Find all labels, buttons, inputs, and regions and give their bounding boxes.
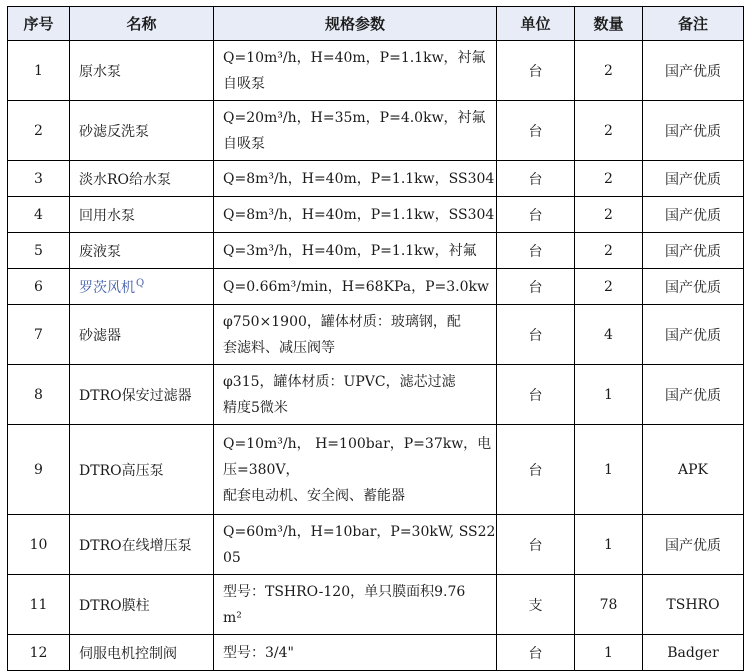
spec-cell <box>214 305 497 365</box>
spec-line: Q=3m³/h，H=40m，P=1.1kw，衬氟 <box>223 242 477 259</box>
item-name-text[interactable]: 罗茨风机 <box>79 279 135 296</box>
equipment-table <box>7 6 744 671</box>
quantity-cell: 78 <box>575 575 643 635</box>
row-number: 10 <box>8 515 70 575</box>
unit-cell: 台 <box>497 425 575 515</box>
spec-cell <box>214 41 497 101</box>
spec-line: 自吸泵 <box>223 75 265 92</box>
spec-line: 压=380V， <box>223 461 300 478</box>
spec-line: m² <box>223 609 242 626</box>
spec-line: Q=10m³/h，H=40m，P=1.1kw，衬氟 <box>223 49 486 66</box>
quantity-cell: 4 <box>575 305 643 365</box>
spec-line: Q=0.66m³/min，H=68KPa，P=3.0kw <box>223 278 489 295</box>
spec-line: Q=10m³/h， H=100bar，P=37kw，电 <box>223 435 492 452</box>
item-name <box>70 233 214 269</box>
item-name <box>70 41 214 101</box>
unit-cell: 支 <box>497 575 575 635</box>
item-name-text: 淡水RO给水泵 <box>79 171 172 188</box>
spec-line: 自吸泵 <box>223 135 265 152</box>
item-name-text: DTRO膜柱 <box>79 597 150 614</box>
table-header-row <box>8 7 744 41</box>
spec-line: Q=8m³/h，H=40m，P=1.1kw，SS304 <box>223 170 495 187</box>
item-name <box>70 635 214 671</box>
quantity-cell: 1 <box>575 425 643 515</box>
note-cell: 国产优质 <box>643 41 744 101</box>
item-name-text: DTRO在线增压泵 <box>79 537 192 554</box>
row-number: 5 <box>8 233 70 269</box>
spec-cell <box>214 365 497 425</box>
spec-line: 精度5微米 <box>223 399 288 416</box>
spec-cell <box>214 269 497 305</box>
spec-line: φ750×1900，罐体材质：玻璃钢，配 <box>223 313 461 330</box>
row-number: 7 <box>8 305 70 365</box>
note-cell: 国产优质 <box>643 305 744 365</box>
item-name <box>70 197 214 233</box>
spec-cell <box>214 635 497 671</box>
table-row <box>8 305 744 365</box>
item-name <box>70 101 214 161</box>
item-name-text: 废液泵 <box>79 243 121 260</box>
spec-cell <box>214 515 497 575</box>
item-name-text: 原水泵 <box>79 63 121 80</box>
unit-cell: 台 <box>497 305 575 365</box>
unit-cell: 台 <box>497 635 575 671</box>
spec-line: 配套电动机、安全阀、蓄能器 <box>223 487 405 504</box>
search-icon[interactable]: Q <box>136 277 145 289</box>
item-name <box>70 305 214 365</box>
spec-line: Q=8m³/h，H=40m，P=1.1kw，SS304 <box>223 206 495 223</box>
unit-cell: 台 <box>497 41 575 101</box>
spec-line: φ315，罐体材质：UPVC，滤芯过滤 <box>223 373 456 390</box>
quantity-cell: 2 <box>575 101 643 161</box>
row-number: 6 <box>8 269 70 305</box>
unit-cell: 台 <box>497 197 575 233</box>
row-number: 12 <box>8 635 70 671</box>
item-name-text: 砂滤反洗泵 <box>79 123 149 140</box>
note-cell: 国产优质 <box>643 515 744 575</box>
spec-line: 型号：3/4" <box>223 644 294 661</box>
header-cell: 名称 <box>70 7 214 41</box>
quantity-cell: 1 <box>575 635 643 671</box>
table-row <box>8 233 744 269</box>
row-number: 3 <box>8 161 70 197</box>
table-row <box>8 269 744 305</box>
spec-cell <box>214 575 497 635</box>
spec-cell <box>214 161 497 197</box>
item-name-text: DTRO高压泵 <box>79 462 164 479</box>
table-row <box>8 515 744 575</box>
item-name-text: DTRO保安过滤器 <box>79 387 192 404</box>
row-number: 11 <box>8 575 70 635</box>
table-row <box>8 425 744 515</box>
note-cell: TSHRO <box>643 575 744 635</box>
table-row <box>8 635 744 671</box>
spec-cell <box>214 233 497 269</box>
table-row <box>8 161 744 197</box>
quantity-cell: 1 <box>575 365 643 425</box>
table-row <box>8 365 744 425</box>
quantity-cell: 2 <box>575 197 643 233</box>
table-row <box>8 575 744 635</box>
spec-line: 型号：TSHRO-120，单只膜面积9.76 <box>223 583 466 600</box>
item-name-text: 砂滤器 <box>79 327 121 344</box>
note-cell: 国产优质 <box>643 233 744 269</box>
note-cell: Badger <box>643 635 744 671</box>
header-cell: 单位 <box>497 7 575 41</box>
row-number: 8 <box>8 365 70 425</box>
quantity-cell: 2 <box>575 233 643 269</box>
unit-cell: 台 <box>497 269 575 305</box>
note-cell: APK <box>643 425 744 515</box>
quantity-cell: 1 <box>575 515 643 575</box>
item-name <box>70 575 214 635</box>
item-name-text: 伺服电机控制阀 <box>79 645 177 662</box>
row-number: 4 <box>8 197 70 233</box>
table-row <box>8 197 744 233</box>
unit-cell: 台 <box>497 233 575 269</box>
item-name <box>70 161 214 197</box>
note-cell: 国产优质 <box>643 101 744 161</box>
header-cell: 序号 <box>8 7 70 41</box>
spec-line: Q=60m³/h，H=10bar，P=30kW, SS22 <box>223 523 496 540</box>
item-name <box>70 515 214 575</box>
note-cell: 国产优质 <box>643 197 744 233</box>
note-cell: 国产优质 <box>643 269 744 305</box>
row-number: 1 <box>8 41 70 101</box>
unit-cell: 台 <box>497 101 575 161</box>
header-cell: 备注 <box>643 7 744 41</box>
item-name <box>70 365 214 425</box>
table-row <box>8 41 744 101</box>
header-cell: 规格参数 <box>214 7 497 41</box>
quantity-cell: 2 <box>575 41 643 101</box>
unit-cell: 台 <box>497 365 575 425</box>
quantity-cell: 2 <box>575 161 643 197</box>
spec-line: Q=20m³/h，H=35m，P=4.0kw，衬氟 <box>223 109 486 126</box>
spec-line: 05 <box>223 549 241 566</box>
unit-cell: 台 <box>497 515 575 575</box>
table-row <box>8 101 744 161</box>
unit-cell: 台 <box>497 161 575 197</box>
spec-cell <box>214 101 497 161</box>
quantity-cell: 2 <box>575 269 643 305</box>
spec-cell <box>214 425 497 515</box>
item-name <box>70 269 214 305</box>
row-number: 2 <box>8 101 70 161</box>
header-cell: 数量 <box>575 7 643 41</box>
item-name-text: 回用水泵 <box>79 207 135 224</box>
item-name <box>70 425 214 515</box>
spec-cell <box>214 197 497 233</box>
note-cell: 国产优质 <box>643 161 744 197</box>
spec-line: 套滤料、减压阀等 <box>223 339 335 356</box>
note-cell: 国产优质 <box>643 365 744 425</box>
row-number: 9 <box>8 425 70 515</box>
